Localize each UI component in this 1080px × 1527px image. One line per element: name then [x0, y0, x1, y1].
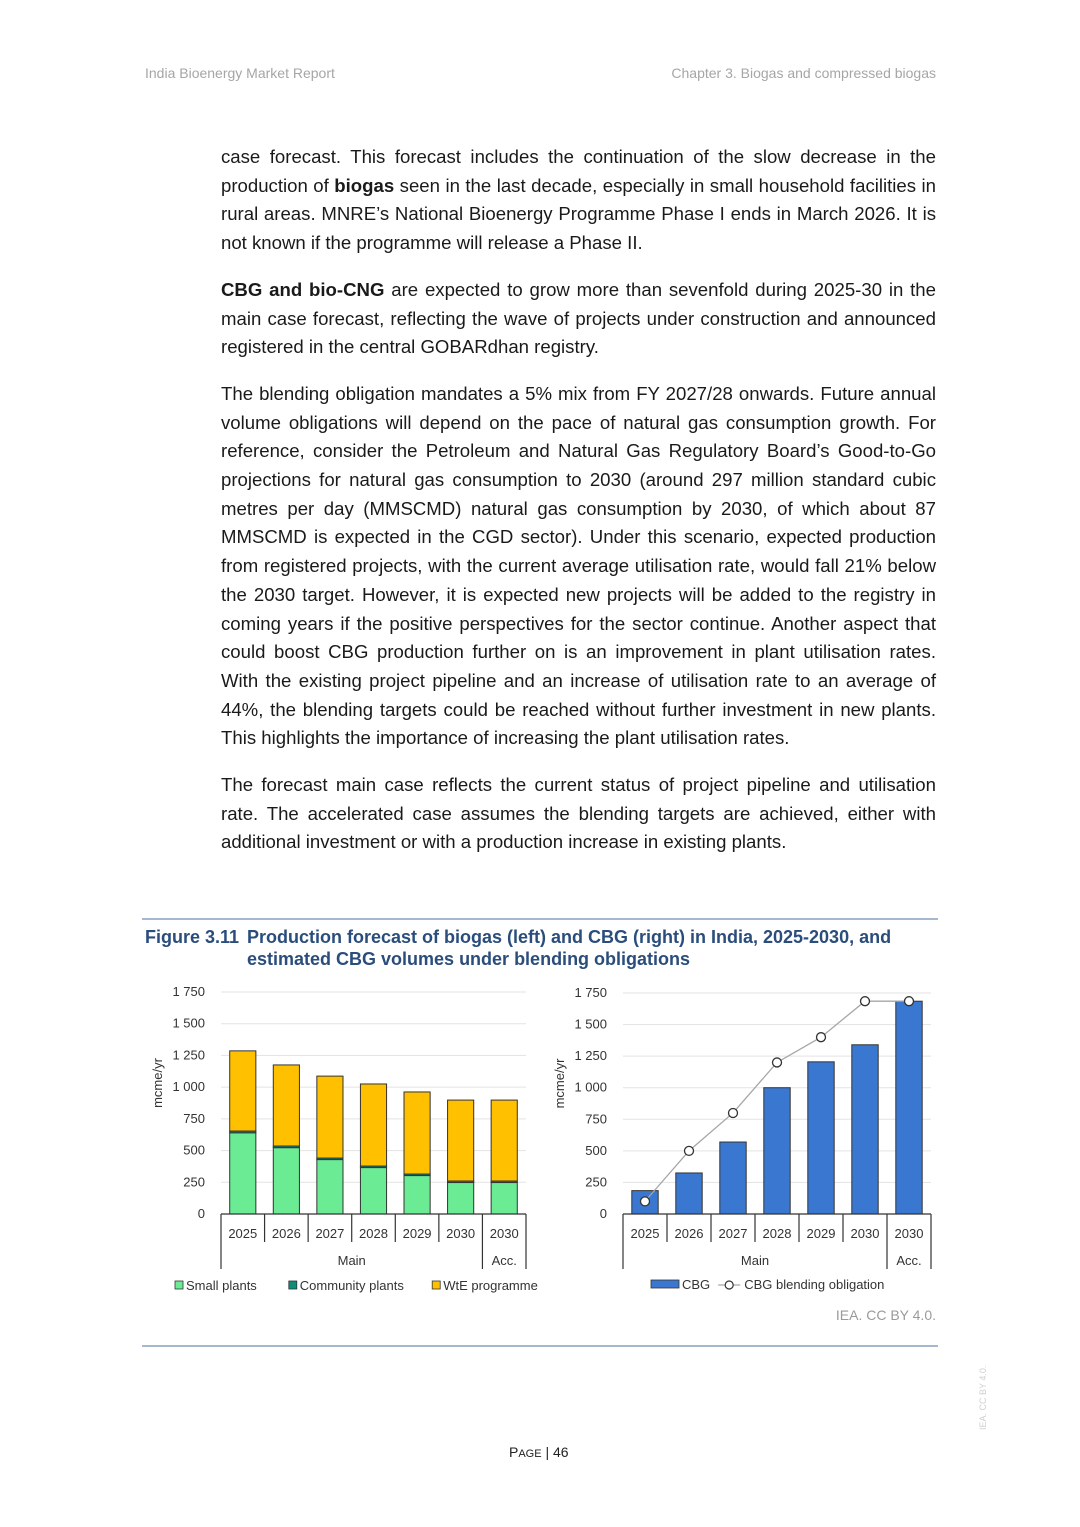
bar-segment [230, 1051, 256, 1131]
figure-title [145, 926, 940, 970]
y-tick-label: 250 [183, 1174, 205, 1190]
obligation-marker [641, 1197, 650, 1206]
x-tick-label: 2027 [718, 1226, 748, 1241]
obligation-marker [905, 997, 914, 1006]
body-text [221, 143, 936, 875]
y-tick-label: 500 [183, 1142, 205, 1158]
x-tick-label: 2030 [894, 1226, 924, 1241]
legend-label: Small plants [186, 1278, 257, 1293]
paragraph-cases: The forecast main case reflects the current status of project pipeline and utilisation rate. The accelerated case assumes the blending targets are achieved, either with additional investment or with a production increase in existing plants. [221, 774, 936, 853]
legend-swatch [289, 1281, 297, 1289]
obligation-marker [685, 1146, 694, 1155]
bar-segment [360, 1168, 386, 1214]
running-header-report-title: India Bioenergy Market Report [145, 65, 335, 81]
x-tick-label: 2030 [489, 1226, 519, 1241]
bar-segment [273, 1065, 299, 1146]
bar-segment [896, 1001, 922, 1214]
x-tick-label: 2026 [271, 1226, 301, 1241]
x-tick-label: 2025 [228, 1226, 258, 1241]
y-tick-label: 1 000 [574, 1079, 607, 1095]
figure-caption: Production forecast of biogas (left) and CBG (right) in India, 2025-2030, and estimated CBG volumes under blending obligations [247, 927, 892, 969]
x-tick-label: 2028 [762, 1226, 792, 1241]
legend-swatch [432, 1281, 440, 1289]
bar-segment [448, 1183, 474, 1214]
bar-segment [808, 1062, 834, 1214]
bar-segment [360, 1084, 386, 1166]
running-header-chapter: Chapter 3. Biogas and compressed biogas [671, 65, 936, 81]
x-tick-label: 2030 [446, 1226, 476, 1241]
cbg-bar-line-chart [548, 980, 948, 1300]
paragraph-cbg: CBG and bio-CNG are expected to grow more than sevenfold during 2025-30 in the main case forecast, reflecting the wave of projects under construction and announced registered in the central GOBARdhan registry. [221, 278, 936, 358]
page-number: PAGE | 46 [509, 1444, 569, 1460]
bar-segment [764, 1088, 790, 1214]
legend-marker-swatch [725, 1281, 733, 1289]
paragraph-blending: The blending obligation mandates a 5% mix from FY 2027/28 onwards. Future annual volume obligations will depend on the pace of natural gas consumption growth. For reference, consider the Petroleum and Natural Gas Regulatory Board’s Good-to-Go projections for natural gas consumption to 2030 (around 297 million standard cubic metres per day (MMSCMD) natural gas consumption by 2030, of which about 87 MMSCMD is expected in the CGD sector). Under this scenario, expected production from registered projects, with the current average utilisation rate, would fall 21% below the 2030 target. However, it is expected new projects will be added to the registry in coming years if the positive perspectives for the sector continue. Another aspect that could boost CBG production further on is an improvement in plant utilisation rates. With the existing project pipeline and an increase of utilisation rate to an average of 44%, the blending targets could be reached without further investment in new plants. This highlights the importance of increasing the plant utilisation rates. [221, 382, 936, 749]
bar-segment [404, 1092, 430, 1174]
x-tick-label: 2027 [315, 1226, 345, 1241]
y-tick-label: 1 500 [172, 1015, 205, 1031]
bar-segment [404, 1176, 430, 1214]
y-tick-label: 500 [585, 1142, 607, 1158]
bar-segment [720, 1142, 746, 1214]
legend-label: WtE programme [443, 1278, 538, 1293]
y-tick-label: 0 [599, 1206, 607, 1221]
bar-segment [852, 1045, 878, 1214]
legend-label: Community plants [299, 1278, 404, 1293]
x-group-label: Acc. [896, 1253, 922, 1268]
x-tick-label: 2029 [402, 1226, 432, 1241]
bar-segment [273, 1148, 299, 1214]
legend-swatch [651, 1280, 679, 1288]
y-tick-label: 1 500 [574, 1016, 607, 1032]
x-tick-label: 2029 [806, 1226, 836, 1241]
legend-swatch [175, 1281, 183, 1289]
x-tick-label: 2025 [630, 1226, 660, 1241]
bar-segment [491, 1100, 517, 1181]
y-axis-label: mcme/yr [150, 1058, 165, 1108]
x-group-label: Acc. [491, 1253, 517, 1268]
figure-number: Figure 3.11 [145, 927, 240, 947]
side-watermark: IEA. CC BY 4.0. [978, 1365, 988, 1430]
y-tick-label: 750 [183, 1110, 205, 1126]
bar-segment [317, 1160, 343, 1214]
x-group-label: Main [740, 1253, 770, 1268]
y-tick-label: 1 750 [574, 985, 607, 1000]
x-tick-label: 2030 [850, 1226, 880, 1241]
paragraph-biogas: case forecast. This forecast includes the continuation of the slow decrease in the production of biogas seen in the last decade, especially in small household facilities in rural areas. MNRE’s National Bioenergy Programme Phase I ends in March 2026. It is not known if the programme will release a Phase II. [221, 146, 937, 254]
obligation-marker [773, 1058, 782, 1067]
bar-segment [448, 1100, 474, 1181]
y-tick-label: 1 250 [574, 1048, 607, 1064]
bar-segment [317, 1076, 343, 1158]
y-tick-label: 1 000 [172, 1079, 205, 1095]
figure-credit: IEA. CC BY 4.0. [835, 1307, 936, 1323]
bar-segment [676, 1173, 702, 1214]
x-tick-label: 2026 [674, 1226, 704, 1241]
legend-label: CBG blending obligation [744, 1277, 885, 1292]
y-tick-label: 1 750 [172, 984, 205, 999]
obligation-marker [729, 1108, 738, 1117]
x-group-label: Main [337, 1253, 366, 1268]
obligation-marker [861, 997, 870, 1006]
y-tick-label: 1 250 [172, 1047, 205, 1063]
y-axis-label: mcme/yr [552, 1058, 567, 1109]
y-tick-label: 750 [585, 1111, 607, 1127]
bar-segment [491, 1183, 517, 1214]
y-tick-label: 250 [585, 1174, 607, 1190]
obligation-marker [817, 1033, 826, 1042]
biogas-stacked-bar-chart [140, 980, 560, 1300]
bar-segment [230, 1133, 256, 1214]
figure-top-rule [142, 918, 938, 920]
figure-bottom-rule [142, 1345, 938, 1347]
legend-label: CBG [682, 1277, 711, 1292]
x-tick-label: 2028 [359, 1226, 388, 1241]
y-tick-label: 0 [197, 1206, 205, 1221]
